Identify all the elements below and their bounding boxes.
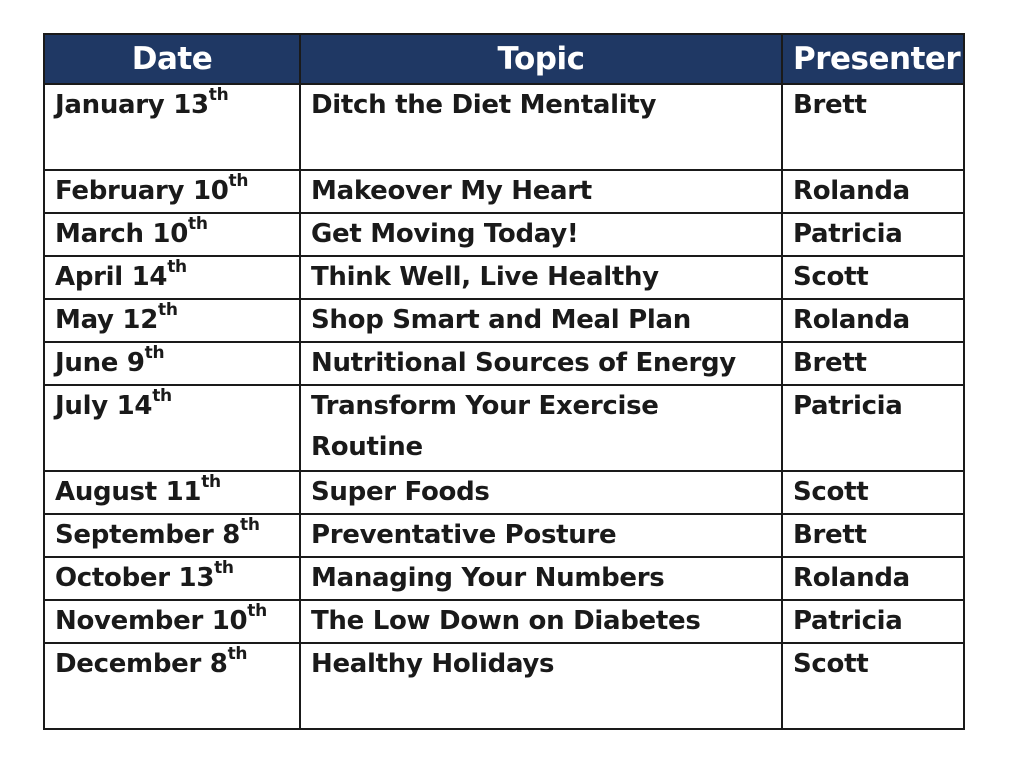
date-text: August 11 bbox=[55, 477, 202, 507]
header-presenter: Presenter bbox=[782, 34, 964, 84]
topic-cell: Transform Your Exercise Routine bbox=[300, 385, 782, 471]
table-row bbox=[44, 385, 964, 471]
date-cell bbox=[44, 600, 300, 643]
date-text: July 14 bbox=[55, 391, 153, 421]
date-text: February 10 bbox=[55, 176, 229, 206]
date-cell bbox=[44, 557, 300, 600]
presenter-cell: Patricia bbox=[782, 213, 964, 256]
topic-cell: Nutritional Sources of Energy bbox=[300, 342, 782, 385]
ordinal-suffix: th bbox=[240, 515, 260, 536]
presenter-cell: Brett bbox=[782, 342, 964, 385]
date-cell bbox=[44, 342, 300, 385]
topic-cell: Super Foods bbox=[300, 471, 782, 514]
table-row bbox=[44, 557, 964, 600]
ordinal-suffix: th bbox=[158, 300, 178, 321]
table-row bbox=[44, 213, 964, 256]
date-cell bbox=[44, 385, 300, 471]
presenter-cell: Brett bbox=[782, 84, 964, 170]
presenter-cell: Brett bbox=[782, 514, 964, 557]
table-body bbox=[44, 84, 964, 729]
topic-cell: Ditch the Diet Mentality bbox=[300, 84, 782, 170]
table-row bbox=[44, 471, 964, 514]
ordinal-suffix: th bbox=[144, 343, 165, 364]
presenter-cell: Scott bbox=[782, 643, 964, 729]
ordinal-suffix: th bbox=[227, 644, 248, 665]
ordinal-suffix: th bbox=[201, 472, 221, 493]
table-row bbox=[44, 600, 964, 643]
presenter-cell: Patricia bbox=[782, 600, 964, 643]
date-text: January 13 bbox=[55, 90, 209, 120]
topic-cell: Managing Your Numbers bbox=[300, 557, 782, 600]
date-text: March 10 bbox=[55, 219, 188, 249]
header-topic: Topic bbox=[300, 34, 782, 84]
table-row bbox=[44, 256, 964, 299]
date-text: April 14 bbox=[55, 262, 168, 292]
table-row bbox=[44, 643, 964, 729]
table-header bbox=[44, 34, 964, 84]
topic-cell: The Low Down on Diabetes bbox=[300, 600, 782, 643]
table-row bbox=[44, 299, 964, 342]
header-row bbox=[44, 34, 964, 84]
topic-cell: Get Moving Today! bbox=[300, 213, 782, 256]
date-cell bbox=[44, 514, 300, 557]
date-cell bbox=[44, 213, 300, 256]
date-cell bbox=[44, 170, 300, 213]
ordinal-suffix: th bbox=[214, 558, 234, 579]
topic-cell: Healthy Holidays bbox=[300, 643, 782, 729]
presenter-cell: Patricia bbox=[782, 385, 964, 471]
ordinal-suffix: th bbox=[188, 214, 208, 235]
date-text: May 12 bbox=[55, 305, 158, 335]
schedule-table bbox=[43, 33, 965, 730]
presenter-cell: Scott bbox=[782, 256, 964, 299]
presenter-cell: Rolanda bbox=[782, 170, 964, 213]
date-cell bbox=[44, 84, 300, 170]
date-text: November 10 bbox=[55, 606, 248, 636]
table-row bbox=[44, 342, 964, 385]
presenter-cell: Rolanda bbox=[782, 557, 964, 600]
header-date: Date bbox=[44, 34, 300, 84]
topic-cell: Preventative Posture bbox=[300, 514, 782, 557]
topic-cell: Think Well, Live Healthy bbox=[300, 256, 782, 299]
ordinal-suffix: th bbox=[208, 85, 229, 106]
date-text: June 9 bbox=[55, 348, 145, 378]
date-cell bbox=[44, 471, 300, 514]
date-cell bbox=[44, 256, 300, 299]
date-text: December 8 bbox=[55, 649, 228, 679]
topic-cell: Makeover My Heart bbox=[300, 170, 782, 213]
date-cell bbox=[44, 643, 300, 729]
topic-cell: Shop Smart and Meal Plan bbox=[300, 299, 782, 342]
date-text: September 8 bbox=[55, 520, 241, 550]
table-row bbox=[44, 84, 964, 170]
ordinal-suffix: th bbox=[152, 386, 172, 407]
date-cell bbox=[44, 299, 300, 342]
presenter-cell: Scott bbox=[782, 471, 964, 514]
presenter-cell: Rolanda bbox=[782, 299, 964, 342]
table-row bbox=[44, 170, 964, 213]
ordinal-suffix: th bbox=[167, 257, 187, 278]
ordinal-suffix: th bbox=[228, 171, 249, 192]
ordinal-suffix: th bbox=[247, 601, 267, 622]
date-text: October 13 bbox=[55, 563, 215, 593]
table-row bbox=[44, 514, 964, 557]
